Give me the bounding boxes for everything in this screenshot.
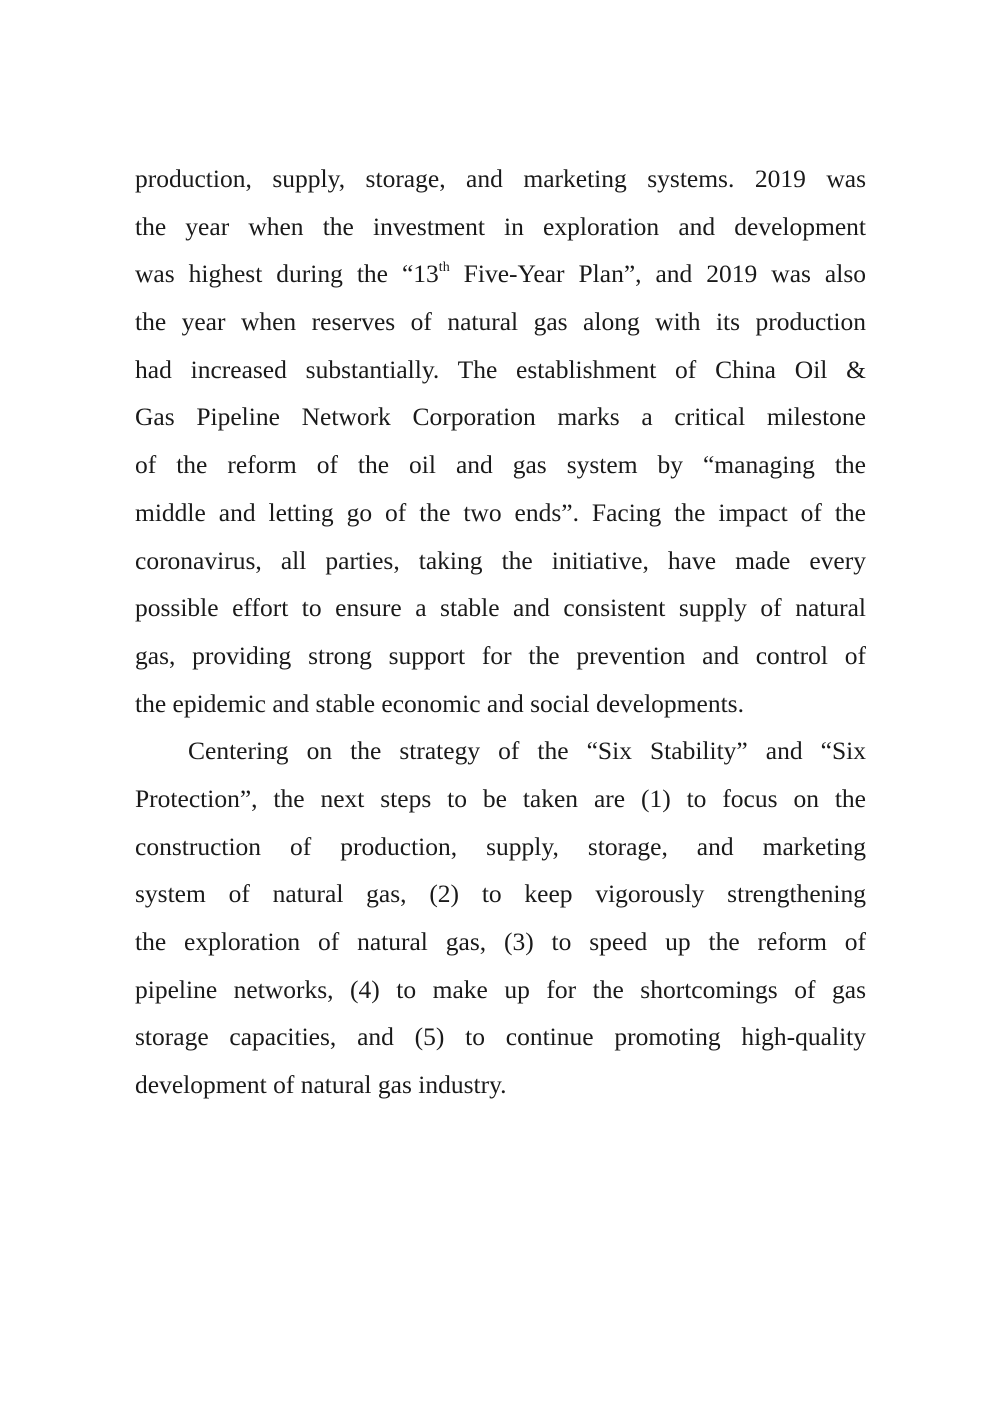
text-line: middle and letting go of the two ends”. Facing the impact of the xyxy=(135,497,866,527)
text-fragment: Five-Year Plan”, and 2019 was also xyxy=(449,259,866,289)
text-line: the year when the investment in exploration and development xyxy=(135,211,866,241)
text-line: pipeline networks, (4) to make up for the shortcomings of gas xyxy=(135,974,866,1004)
text-line: system of natural gas, (2) to keep vigorously strengthening xyxy=(135,879,866,909)
text-line: Protection”, the next steps to be taken are (1) to focus on the xyxy=(135,783,866,813)
document-page xyxy=(135,155,866,1109)
text-line: development of natural gas industry. xyxy=(135,1070,507,1100)
paragraph-1 xyxy=(135,155,866,727)
text-fragment: was highest during the “13 xyxy=(135,259,439,289)
text-line: construction of production, supply, storage, and marketing xyxy=(135,831,866,861)
text-line: production, supply, storage, and marketing systems. 2019 was xyxy=(135,164,866,193)
text-line: coronavirus, all parties, taking the initiative, have made every xyxy=(135,545,866,575)
text-line: gas, providing strong support for the prevention and control of xyxy=(135,640,866,670)
text-line xyxy=(135,250,866,298)
text-line: the year when reserves of natural gas along with its production xyxy=(135,307,866,337)
text-line: the epidemic and stable economic and social developments. xyxy=(135,688,744,718)
text-line: Centering on the strategy of the “Six Stability” and “Six xyxy=(188,736,866,766)
text-line: had increased substantially. The establishment of China Oil & xyxy=(135,354,866,384)
superscript: th xyxy=(438,259,450,275)
paragraph-2 xyxy=(135,727,866,1109)
text-line: storage capacities, and (5) to continue promoting high-quality xyxy=(135,1022,866,1052)
text-line: of the reform of the oil and gas system by “managing the xyxy=(135,450,866,480)
text-line: possible effort to ensure a stable and consistent supply of natural xyxy=(135,593,866,623)
text-line: the exploration of natural gas, (3) to speed up the reform of xyxy=(135,927,866,956)
text-line: Gas Pipeline Network Corporation marks a critical milestone xyxy=(135,402,866,432)
